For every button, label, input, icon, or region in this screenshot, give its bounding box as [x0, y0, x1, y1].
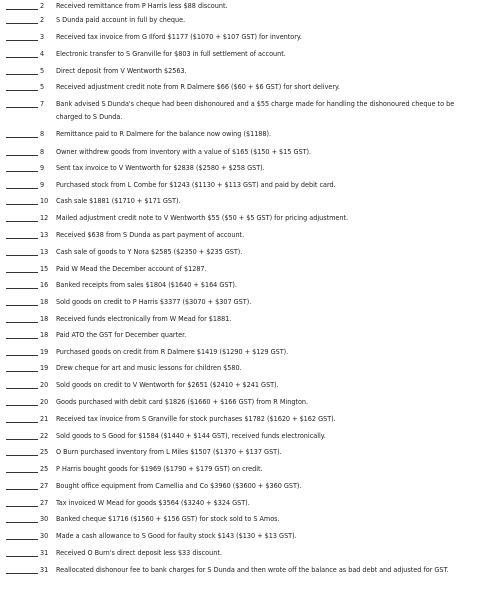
transaction-day: 19 [40, 363, 49, 372]
transaction-day: 25 [40, 464, 49, 473]
transaction-row [0, 547, 492, 559]
transaction-day: 16 [40, 280, 49, 289]
transaction-row [0, 14, 492, 26]
answer-blank[interactable] [6, 171, 38, 172]
transaction-row [0, 463, 492, 475]
transaction-day: 10 [40, 196, 49, 205]
transaction-row [0, 229, 492, 241]
transaction-row [0, 513, 492, 525]
transaction-day: 2 [40, 15, 45, 24]
answer-blank[interactable] [6, 405, 38, 406]
transaction-day: 22 [40, 431, 49, 440]
answer-blank[interactable] [6, 40, 38, 41]
transaction-day: 31 [40, 565, 49, 574]
transaction-row [0, 0, 492, 12]
transaction-day: 30 [40, 514, 49, 523]
answer-blank[interactable] [6, 573, 38, 574]
transaction-text: Paid ATO the GST for December quarter. [56, 330, 187, 339]
answer-blank[interactable] [6, 272, 38, 273]
answer-blank[interactable] [6, 322, 38, 323]
transaction-row [0, 313, 492, 325]
transaction-row [0, 263, 492, 275]
transaction-day: 2 [40, 1, 45, 10]
transaction-row [0, 179, 492, 191]
transaction-row [0, 296, 492, 308]
transaction-text: Cash sale of goods to Y Nora $2585 ($2350 + $235 GST). [56, 247, 243, 256]
transaction-day: 18 [40, 330, 49, 339]
transaction-day: 9 [40, 180, 45, 189]
transaction-day: 19 [40, 347, 49, 356]
transaction-text: Received tax invoice from G Ilford $1177 ($1070 + $107 GST) for inventory. [56, 32, 302, 41]
transaction-text: Sold goods on credit to P Harris $3377 ($3070 + $307 GST). [56, 297, 252, 306]
answer-blank[interactable] [6, 188, 38, 189]
transaction-day: 4 [40, 49, 45, 58]
answer-blank[interactable] [6, 23, 38, 24]
transaction-row [0, 48, 492, 60]
transaction-row [0, 329, 492, 341]
transaction-text: Purchased stock from L Combe for $1243 ($1130 + $113 GST) and paid by debit card. [56, 180, 336, 189]
transaction-row [0, 346, 492, 358]
transaction-day: 18 [40, 297, 49, 306]
transaction-text: Direct deposit from V Wentworth $2563. [56, 66, 187, 75]
transaction-text: O Burn purchased inventory from L Miles $1507 ($1370 + $137 GST). [56, 447, 282, 456]
answer-blank[interactable] [6, 422, 38, 423]
transaction-day: 5 [40, 82, 45, 91]
answer-blank[interactable] [6, 155, 38, 156]
answer-blank[interactable] [6, 305, 38, 306]
transaction-row [0, 98, 492, 121]
transaction-day: 27 [40, 498, 49, 507]
transaction-text: Electronic transfer to S Granville for $803 in full settlement of account. [56, 49, 286, 58]
transaction-day: 13 [40, 247, 49, 256]
transaction-day: 27 [40, 481, 49, 490]
transaction-row [0, 128, 492, 140]
answer-blank[interactable] [6, 107, 38, 108]
transaction-text: Sold goods to S Good for $1584 ($1440 + $144 GST), received funds electronically. [56, 431, 326, 440]
answer-blank[interactable] [6, 355, 38, 356]
transaction-text: Goods purchased with debit card $1826 ($1660 + $166 GST) from R Mington. [56, 397, 309, 406]
transaction-day: 25 [40, 447, 49, 456]
transaction-row [0, 430, 492, 442]
answer-blank[interactable] [6, 522, 38, 523]
answer-blank[interactable] [6, 556, 38, 557]
transaction-text: Received funds electronically from W Mead for $1881. [56, 314, 232, 323]
answer-blank[interactable] [6, 539, 38, 540]
transaction-row [0, 446, 492, 458]
transaction-row [0, 162, 492, 174]
transaction-text: Received adjustment credit note from R Dalmere $66 ($60 + $6 GST) for short delivery. [56, 82, 340, 91]
transaction-row [0, 81, 492, 93]
answer-blank[interactable] [6, 255, 38, 256]
transaction-text: Tax invoiced W Mead for goods $3564 ($3240 + $324 GST). [56, 498, 250, 507]
transaction-text: Cash sale $1881 ($1710 + $171 GST). [56, 196, 181, 205]
transaction-text: Sold goods on credit to V Wentworth for $2651 ($2410 + $241 GST). [56, 380, 279, 389]
transaction-text: Purchased goods on credit from R Dalmere $1419 ($1290 + $129 GST). [56, 347, 289, 356]
transaction-day: 21 [40, 414, 49, 423]
transaction-row [0, 396, 492, 408]
answer-blank[interactable] [6, 489, 38, 490]
transaction-row [0, 413, 492, 425]
answer-blank[interactable] [6, 338, 38, 339]
transaction-row [0, 146, 492, 158]
transaction-text: Received O Burn's direct deposit less $33 discount. [56, 548, 222, 557]
answer-blank[interactable] [6, 9, 38, 10]
transaction-day: 8 [40, 129, 45, 138]
answer-blank[interactable] [6, 455, 38, 456]
answer-blank[interactable] [6, 57, 38, 58]
answer-blank[interactable] [6, 288, 38, 289]
transaction-day: 9 [40, 163, 45, 172]
transaction-text: Paid W Mead the December account of $1287. [56, 264, 207, 273]
transaction-text: Owner withdrew goods from inventory with a value of $165 ($150 + $15 GST). [56, 147, 312, 156]
transaction-text: Bought office equipment from Camellia and Co $3960 ($3600 + $360 GST). [56, 481, 302, 490]
transaction-day: 18 [40, 314, 49, 323]
transaction-text: Sent tax invoice to V Wentworth for $2838 ($2580 + $258 GST). [56, 163, 265, 172]
transaction-day: 5 [40, 66, 45, 75]
transaction-row [0, 212, 492, 224]
transaction-day: 30 [40, 531, 49, 540]
transaction-day: 31 [40, 548, 49, 557]
transaction-text: Mailed adjustment credit note to V Wentworth $55 ($50 + $5 GST) for pricing adjustment. [56, 213, 349, 222]
transaction-text: Remittance paid to R Dalmere for the balance now owing ($1188). [56, 129, 272, 138]
transaction-text: Drew cheque for art and music lessons for children $580. [56, 363, 242, 372]
transaction-text: Bank advised S Dunda's cheque had been dishonoured and a $55 charge made for handling the dishonoured cheque to be charged to S Dunda. [56, 99, 455, 121]
answer-blank[interactable] [6, 204, 38, 205]
answer-blank[interactable] [6, 137, 38, 138]
transaction-row [0, 31, 492, 43]
transaction-row [0, 195, 492, 207]
transaction-day: 15 [40, 264, 49, 273]
answer-blank[interactable] [6, 371, 38, 372]
transaction-row [0, 480, 492, 492]
transaction-text: Received $638 from S Dunda as part payment of account. [56, 230, 245, 239]
answer-blank[interactable] [6, 439, 38, 440]
answer-blank[interactable] [6, 74, 38, 75]
transaction-text: Made a cash allowance to S Good for faulty stock $143 ($130 + $13 GST). [56, 531, 297, 540]
transaction-row [0, 246, 492, 258]
transaction-text: Banked receipts from sales $1804 ($1640 + $164 GST). [56, 280, 237, 289]
transaction-row [0, 497, 492, 509]
transaction-text: Banked cheque $1716 ($1560 + $156 GST) for stock sold to S Amos. [56, 514, 280, 523]
answer-blank[interactable] [6, 472, 38, 473]
transaction-text: Received remittance from P Harris less $88 discount. [56, 1, 228, 10]
transaction-row [0, 279, 492, 291]
transaction-day: 13 [40, 230, 49, 239]
transaction-row [0, 379, 492, 391]
transaction-row [0, 362, 492, 374]
transaction-day: 20 [40, 397, 49, 406]
answer-blank[interactable] [6, 506, 38, 507]
transaction-text: Reallocated dishonour fee to bank charges for S Dunda and then wrote off the balance as bad debt and adjusted for GST. [56, 565, 449, 574]
transaction-row [0, 530, 492, 542]
transaction-text: S Dunda paid account in full by cheque. [56, 15, 186, 24]
transaction-text: P Harris bought goods for $1969 ($1790 + $179 GST) on credit. [56, 464, 263, 473]
transaction-day: 7 [40, 99, 45, 108]
transaction-row [0, 65, 492, 77]
answer-blank[interactable] [6, 388, 38, 389]
answer-blank[interactable] [6, 221, 38, 222]
transaction-day: 12 [40, 213, 49, 222]
transaction-day: 20 [40, 380, 49, 389]
answer-blank[interactable] [6, 90, 38, 91]
transaction-text: Received tax invoice from S Granville for stock purchases $1782 ($1620 + $162 GST). [56, 414, 336, 423]
answer-blank[interactable] [6, 238, 38, 239]
transaction-day: 8 [40, 147, 45, 156]
transaction-day: 3 [40, 32, 45, 41]
transaction-row [0, 564, 492, 576]
